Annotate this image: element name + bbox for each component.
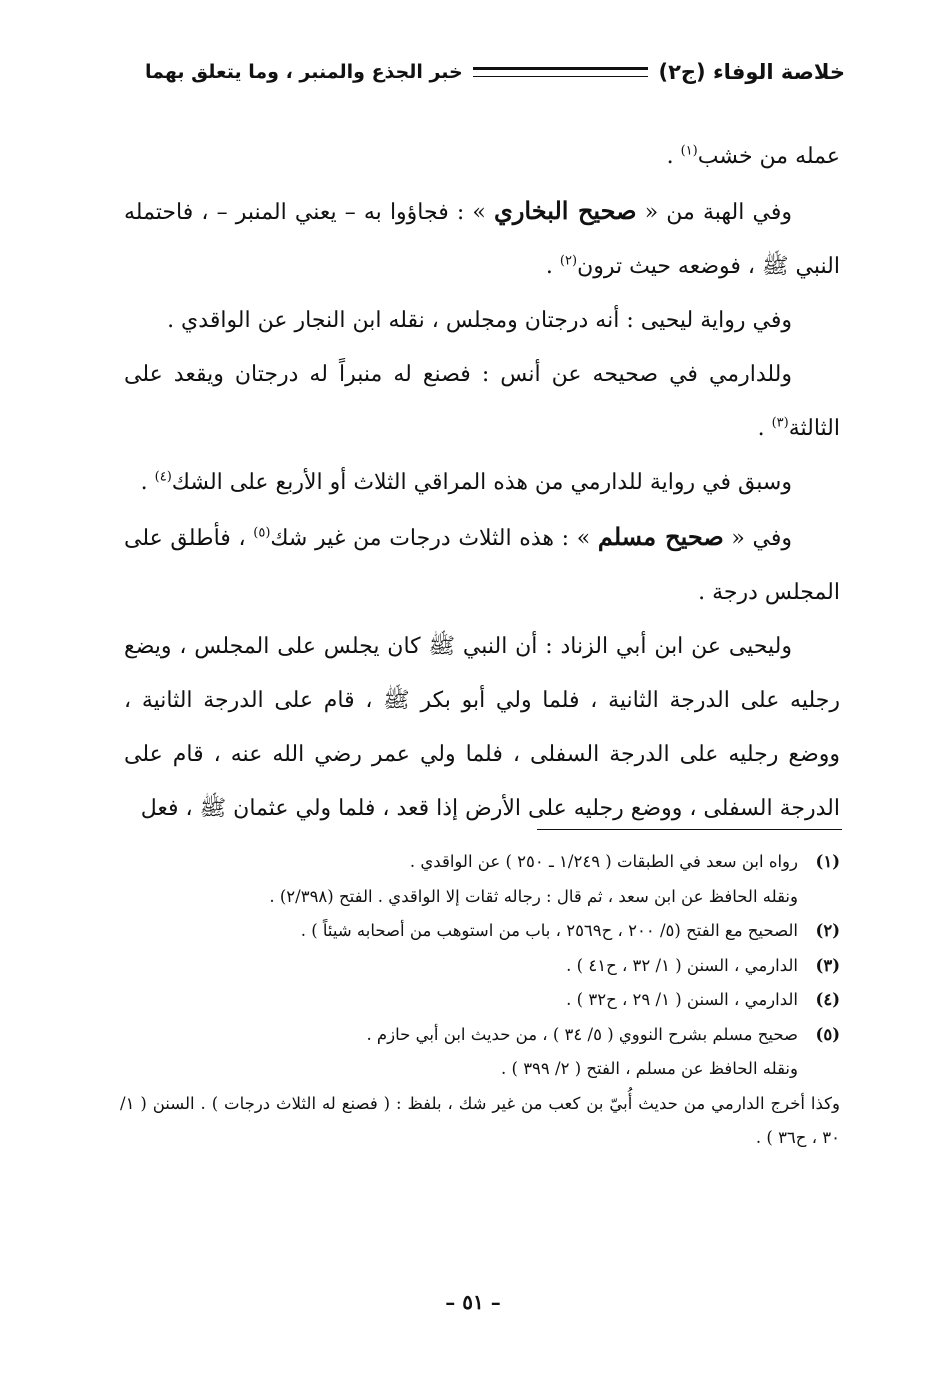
footnote-1: [120, 845, 840, 880]
running-header: [145, 56, 845, 88]
chapter-title: خبر الجذع والمنبر ، وما يتعلق بهما: [145, 61, 463, 83]
footnote-ref-1: (١): [680, 143, 698, 159]
paragraph-6-text-a: وفي «: [723, 526, 792, 551]
paragraph-5-end: .: [140, 470, 155, 495]
footnote-number: (٣): [815, 955, 840, 975]
footnote-number: (٢): [815, 921, 840, 940]
main-text: [124, 130, 840, 836]
footnote-ref-5: (٥): [253, 525, 271, 541]
footnote-5: [120, 1018, 840, 1053]
paragraph-2-end: .: [545, 254, 560, 279]
paragraph-2-text-a: وفي الهبة من «: [636, 200, 792, 225]
footnote-text: الدارمي ، السنن ( ١/ ٢٩ ، ح٣٢ ) .: [566, 990, 798, 1009]
paragraph-5-text: وسبق في رواية للدارمي من هذه المراقي الثلاث أو الأربع على الشك: [171, 470, 792, 495]
paragraph-7: وليحيى عن ابن أبي الزناد : أن النبي ﷺ كان يجلس على المجلس ، ويضع رجليه على الدرجة الثانية ، فلما ولي أبو بكر ﷺ ، قام على الدرجة الثانية ، ووضع رجليه على الدرجة السفلى ، فلما ولي عمر رضي الله عنه ، قام على الدرجة السفلى ، ووضع رجليه على الأرض إذا قعد ، فلما ولي عثمان ﷺ ، فعل: [124, 634, 840, 821]
footnote-4: [120, 983, 840, 1018]
paragraph-6-source: صحيح مسلم: [597, 522, 724, 551]
paragraph-1-end: .: [666, 144, 681, 169]
paragraph-6-text-b: » : هذه الثلاث درجات من غير شك: [270, 526, 598, 551]
footnote-text: الصحيح مع الفتح (٥/ ٢٠٠ ، ح٢٥٦٩ ، باب من استوهب من أصحابه شيئاً ) .: [300, 921, 798, 940]
paragraph-4: [124, 348, 840, 456]
footnote-2: [120, 914, 840, 949]
footnote-text: رواه ابن سعد في الطبقات ( ١/٢٤٩ ـ ٢٥٠ ) عن الواقدي .: [409, 852, 798, 871]
footnote-ref-2: (٢): [559, 253, 578, 269]
footnote-text: الدارمي ، السنن ( ١/ ٣٢ ، ح٤١ ) .: [566, 955, 798, 975]
footnotes: [120, 845, 840, 1156]
footnote-5-continuation-2: وكذا أخرج الدارمي من حديث أُبيّ بن كعب من غير شك ، بلفظ : ( فصنع له الثلاث درجات ) . السنن ( ١/ ٣٠ ، ح٣٦ ) .: [120, 1093, 840, 1147]
paragraph-3: وفي رواية ليحيى : أنه درجتان ومجلس ، نقله ابن النجار عن الواقدي .: [167, 308, 792, 333]
paragraph-4-end: .: [757, 416, 772, 441]
footnote-number: (٥): [815, 1024, 840, 1044]
footnote-number: (٤): [815, 990, 840, 1009]
footnote-3: [120, 949, 840, 984]
footnote-5-continuation: ونقله الحافظ عن مسلم ، الفتح ( ٢/ ٣٩٩ ) .: [501, 1059, 798, 1078]
paragraph-6-text-c: ، فأطلق على المجلس درجة .: [124, 526, 840, 605]
paragraph-1: [124, 130, 840, 184]
footnote-separator: [537, 829, 842, 830]
footnote-ref-4: (٤): [154, 469, 172, 485]
paragraph-2-text-b: » : فجاؤوا به – يعني المنبر – ، فاحتمله النبي ﷺ ، فوضعه حيث ترون: [124, 200, 840, 279]
footnote-number: (١): [815, 852, 840, 871]
paragraph-2-source: صحيح البخاري: [494, 196, 637, 225]
paragraph-4-text: وللدارمي في صحيحه عن أنس : فصنع له منبراً له درجتان ويقعد على الثالثة: [124, 362, 840, 441]
footnote-text: صحيح مسلم بشرح النووي ( ٥/ ٣٤ ) ، من حديث ابن أبي حازم .: [366, 1024, 798, 1044]
paragraph-5: [124, 456, 840, 510]
paragraph-6: [124, 510, 840, 620]
footnote-ref-3: (٣): [771, 415, 789, 431]
paragraph-2: [124, 184, 840, 294]
page-number: – ٥١ –: [445, 1290, 501, 1314]
book-title: خلاصة الوفاء (ج٢): [658, 60, 845, 84]
header-rule: [473, 67, 649, 77]
footnote-1-continuation: ونقله الحافظ عن ابن سعد ، ثم قال : رجاله ثقات إلا الواقدي . الفتح (٢/٣٩٨) .: [269, 886, 798, 906]
paragraph-1-text: عمله من خشب: [697, 144, 840, 169]
